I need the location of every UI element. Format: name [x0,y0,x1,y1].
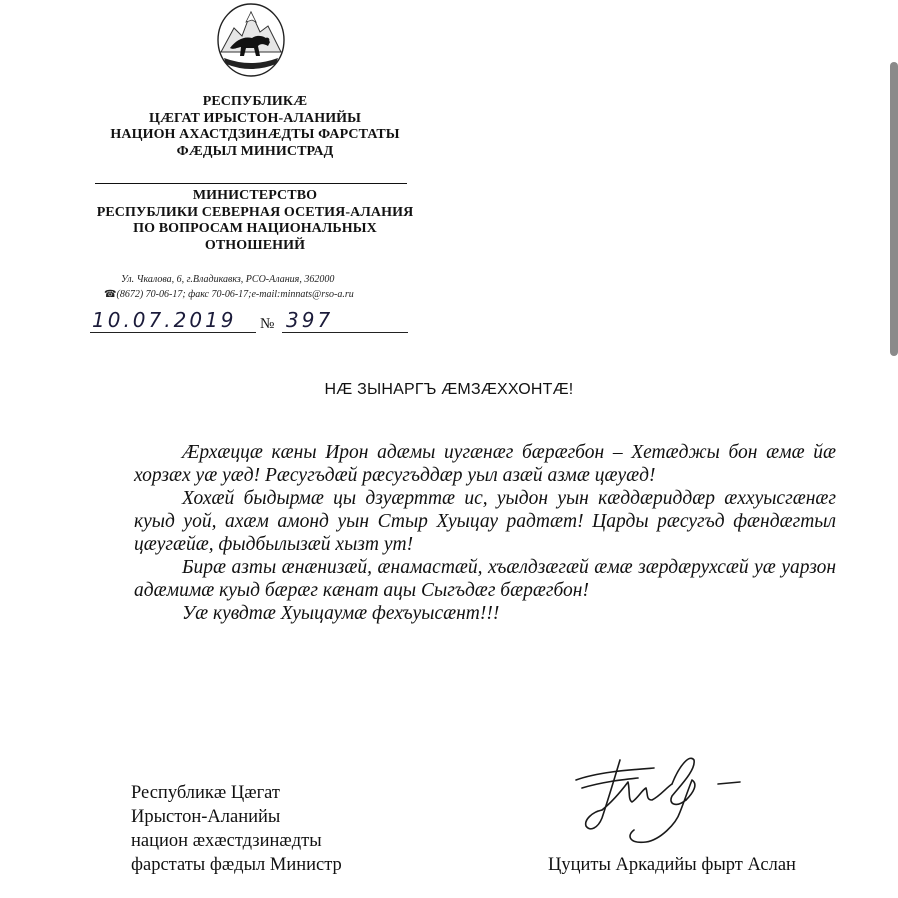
signatory-title-line: национ æхæстдзинæдты [131,831,322,851]
body-paragraph: Уæ кувдтæ Хуыцаумæ фехъуысæнт!!! [182,603,500,624]
signatory-title-line: Ирыстон-Аланийы [131,807,281,827]
vertical-scrollbar[interactable] [890,62,898,356]
document-date: 10.07.2019 [92,308,237,332]
signatory-title-line: фарстаты фæдыл Министр [131,855,342,875]
document-date-number [90,308,420,338]
salutation: НÆ ЗЫНАРГЪ ÆМЗÆХХОНТÆ! [324,381,574,398]
phone-line [104,287,444,302]
signatory-name: Цуциты Аркадийы фырт Аслан [548,855,796,875]
signatory-title-line: Республикæ Цæгат [131,783,280,803]
header-line: РЕСПУБЛИКÆ [202,94,308,109]
header-divider [95,183,407,184]
header-line: ЦÆГАТ ИРЫСТОН-АЛАНИЙЫ [148,110,362,126]
body-paragraph: Æрхæццæ кæны Ирон адæмы иугæнæг бæрæгбон – Хетæджы бон æмæ йæ хорзæх уæ уæд! Рæсугъдæй рæсугъддæр уыл азæй азмæ цæуæд! [134,442,836,486]
letter-body [134,441,836,625]
ministry-header-russian [80,188,430,254]
document-number: 397 [286,308,334,332]
handwritten-signature [568,740,768,850]
header-line: НАЦИОН АХАСТДЗИНÆДТЫ ФАРСТАТЫ [110,127,400,142]
body-paragraph: Хохæй быдырмæ цы дзуæрттæ ис, уыдон уын кæддæриддæр æххуысгæнæг куыд уой, ахæм амонд уын Стыр Хуыцау радтæт! Царды рæсугъд фæндæгтыл цæугæйæ, фыдбылызæй хызт ут! [134,488,836,555]
phone-icon: ☎ [104,289,117,300]
header-line: МИНИСТЕРСТВО [192,188,318,203]
address-line: Ул. Чкалова, 6, г.Владикавкз, РСО-Алания, 362000 [121,274,335,285]
number-field [282,308,408,333]
ministry-header-ossetian [80,94,430,160]
header-line: РЕСПУБЛИКИ СЕВЕРНАЯ ОСЕТИЯ-АЛАНИЯ [96,204,414,220]
header-line: ПО ВОПРОСАМ НАЦИОНАЛЬНЫХ [133,221,377,236]
date-field [90,308,256,333]
phone-text: (8672) 70-06-17; факс 70-06-17;e-mail:minnats@rso-a.ru [116,289,354,300]
coat-of-arms-icon [216,2,286,78]
header-line: ФÆДЫЛ МИНИСТРАД [176,143,334,159]
header-line: ОТНОШЕНИЙ [204,237,306,253]
signatory-title [131,781,431,877]
contact-info [104,272,444,302]
number-label: № [260,316,275,332]
body-paragraph: Бирæ азты æнæнизæй, æнамастæй, хъæлдзæгæй æмæ зæрдæрухсæй уæ уарзон адæмимæ куыд бæрæг кæнат ацы Сыгъдæг бæрæгбон! [134,557,836,601]
